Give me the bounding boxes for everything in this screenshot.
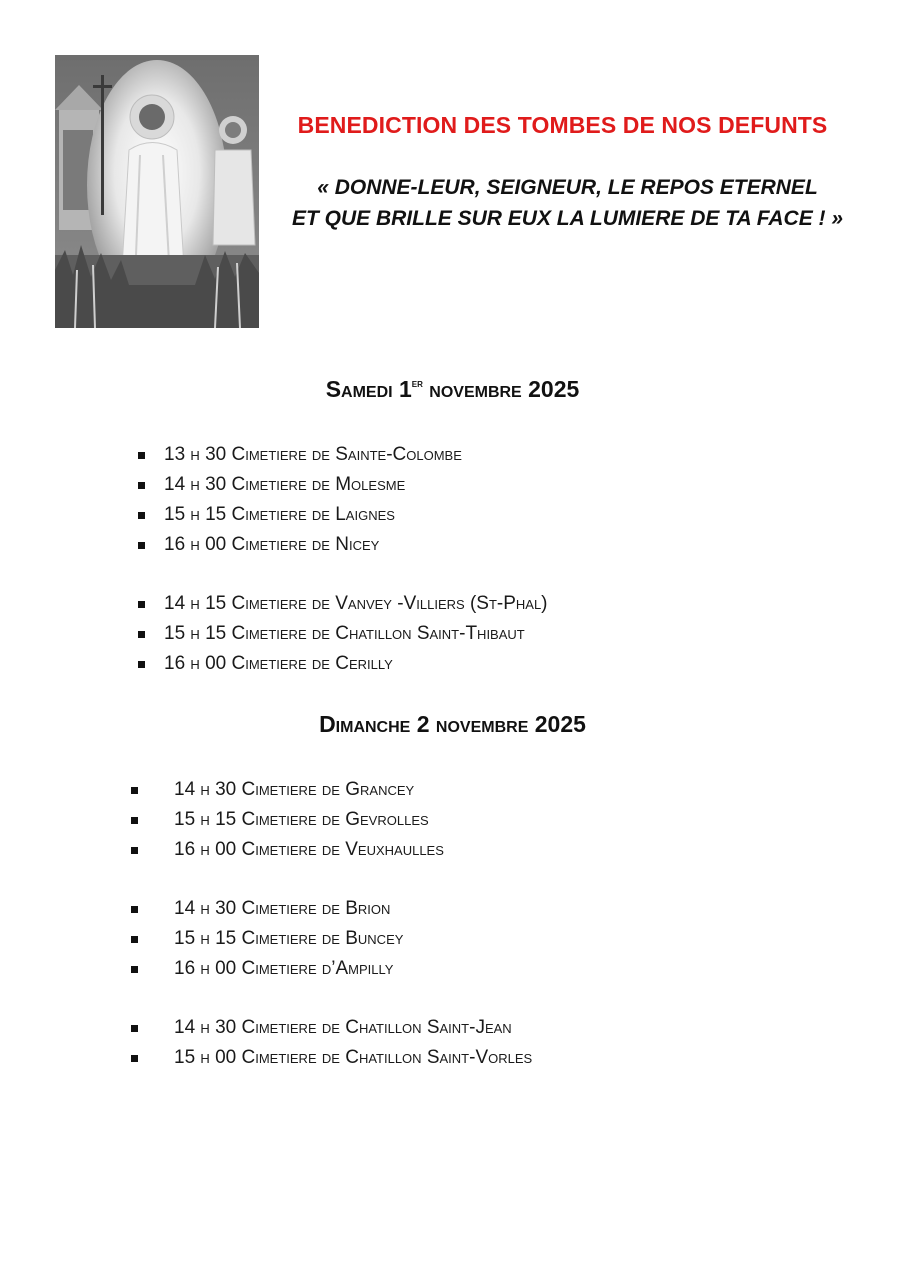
entry-place: Cimetiere de Chatillon Saint-Vorles <box>241 1047 533 1068</box>
bullet-icon <box>131 906 138 913</box>
entry-place: Cimetiere de Brion <box>241 898 391 919</box>
entry-time: 14 h 30 <box>174 898 237 919</box>
schedule-entry <box>174 835 444 865</box>
entry-time: 15 h 00 <box>174 1047 237 1068</box>
entry-place: Cimetiere de Molesme <box>231 474 406 495</box>
quote-line-1: « DONNE-LEUR, SEIGNEUR, LE REPOS ETERNEL <box>317 176 818 199</box>
page-title: BENEDICTION DES TOMBES DE NOS DEFUNTS <box>297 112 828 138</box>
entry-place: Cimetiere de Chatillon Saint-Thibaut <box>231 623 525 644</box>
schedule-entry <box>174 1043 532 1073</box>
schedule-entry <box>164 589 548 619</box>
risen-christ-image <box>55 55 259 328</box>
bullet-icon <box>131 1055 138 1062</box>
entry-place: Cimetiere de Veuxhaulles <box>241 839 444 860</box>
entry-time: 16 h 00 <box>174 958 237 979</box>
schedule-entry <box>164 500 395 530</box>
bullet-icon <box>138 661 145 668</box>
schedule-entry <box>174 924 403 954</box>
entry-place: Cimetiere de Cerilly <box>231 653 393 674</box>
risen-christ-illustration-icon <box>55 55 259 328</box>
schedule-entry <box>164 440 462 470</box>
schedule-entry <box>164 649 393 679</box>
entry-time: 14 h 30 <box>164 474 227 495</box>
bullet-icon <box>131 787 138 794</box>
schedule-entry <box>174 775 414 805</box>
entry-time: 14 h 30 <box>174 779 237 800</box>
bullet-icon <box>131 817 138 824</box>
entry-place: Cimetiere d’Ampilly <box>241 958 394 979</box>
saturday-day: Samedi 1 <box>325 376 412 402</box>
schedule-entry <box>174 1013 512 1043</box>
bullet-icon <box>138 601 145 608</box>
entry-time: 15 h 15 <box>164 623 227 644</box>
entry-time: 15 h 15 <box>174 809 237 830</box>
schedule-entry <box>174 805 429 835</box>
schedule-entry <box>164 470 405 500</box>
bullet-icon <box>131 1025 138 1032</box>
entry-place: Cimetiere de Nicey <box>231 534 380 555</box>
bullet-icon <box>131 966 138 973</box>
entry-time: 15 h 15 <box>174 928 237 949</box>
entry-time: 16 h 00 <box>164 534 227 555</box>
entry-place: Cimetiere de Vanvey -Villiers (St-Phal) <box>231 593 548 614</box>
entry-time: 14 h 30 <box>174 1017 237 1038</box>
quote-block <box>270 172 865 234</box>
entry-place: Cimetiere de Buncey <box>241 928 404 949</box>
schedule-entry <box>174 954 393 984</box>
entry-place: Cimetiere de Grancey <box>241 779 415 800</box>
bullet-icon <box>138 542 145 549</box>
sunday-heading: Dimanche 2 novembre 2025 <box>319 711 586 737</box>
saturday-heading <box>0 376 905 403</box>
schedule-entry <box>164 619 525 649</box>
bullet-icon <box>138 452 145 459</box>
entry-time: 16 h 00 <box>164 653 227 674</box>
entry-time: 15 h 15 <box>164 504 227 525</box>
entry-time: 13 h 30 <box>164 444 227 465</box>
bullet-icon <box>131 936 138 943</box>
entry-place: Cimetiere de Sainte-Colombe <box>231 444 462 465</box>
entry-place: Cimetiere de Laignes <box>231 504 395 525</box>
entry-time: 16 h 00 <box>174 839 237 860</box>
saturday-rest: novembre 2025 <box>422 376 580 402</box>
schedule-entry <box>164 530 379 560</box>
quote-line-2: ET QUE BRILLE SUR EUX LA LUMIERE DE TA FACE ! » <box>291 207 844 230</box>
bullet-icon <box>138 482 145 489</box>
entry-place: Cimetiere de Gevrolles <box>241 809 429 830</box>
saturday-superscript: er <box>411 376 423 390</box>
entry-place: Cimetiere de Chatillon Saint-Jean <box>241 1017 512 1038</box>
entry-time: 14 h 15 <box>164 593 227 614</box>
bullet-icon <box>138 512 145 519</box>
bullet-icon <box>138 631 145 638</box>
schedule-entry <box>174 894 390 924</box>
bullet-icon <box>131 847 138 854</box>
